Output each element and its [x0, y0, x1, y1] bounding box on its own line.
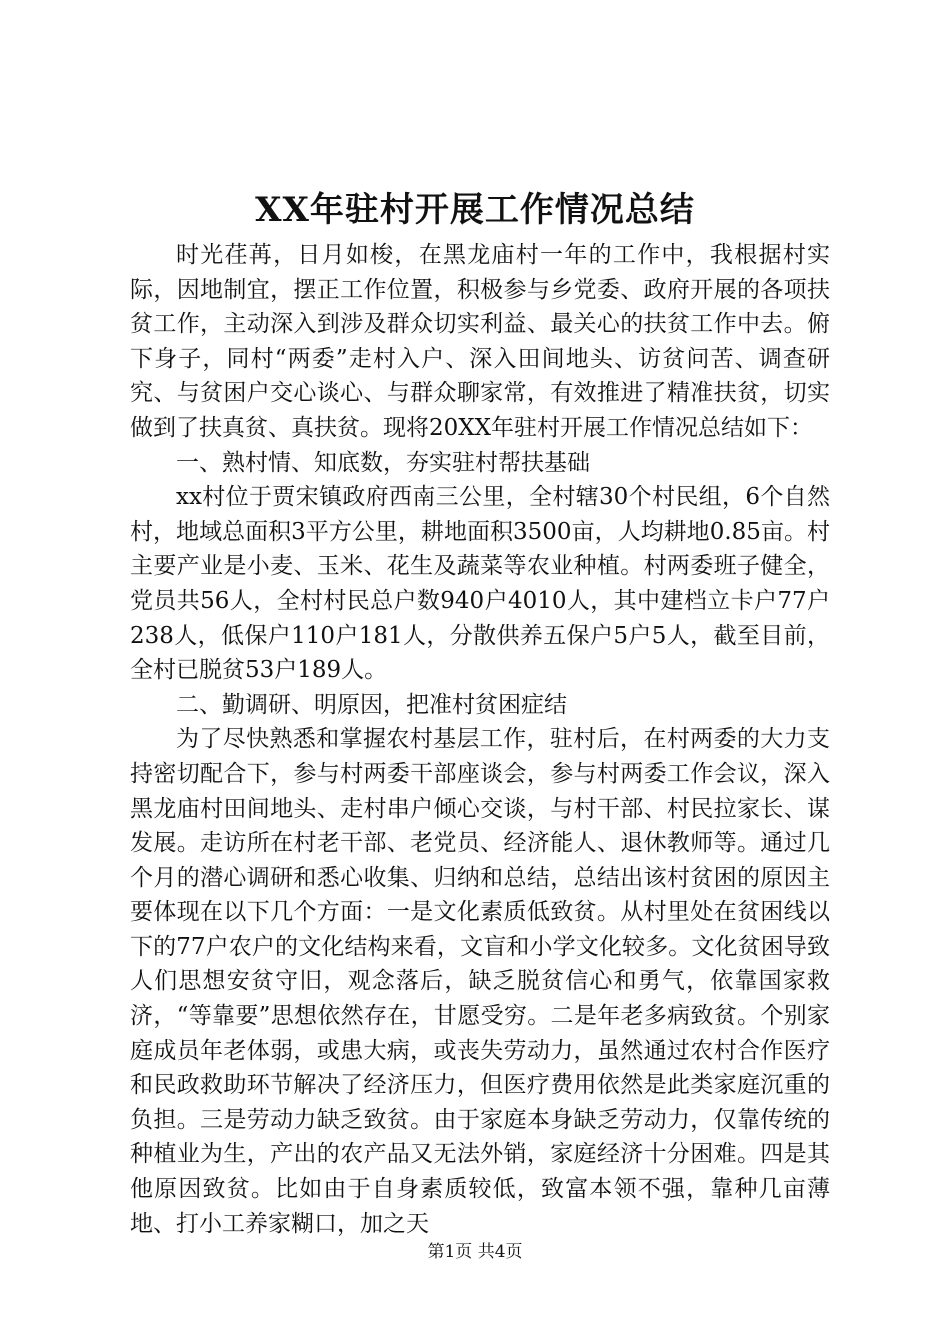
- document-title: XX年驻村开展工作情况总结: [255, 190, 695, 230]
- intro-paragraph: 时光荏苒，日月如梭，在黑龙庙村一年的工作中，我根据村实际，因地制宜，摆正工作位置，积极参与乡党委、政府开展的各项扶贫工作，主动深入到涉及群众切实利益、最关心的扶贫工作中去。俯下身子，同村“两委”走村入户、深入田间地头、访贫问苦、调查研究、与贫困户交心谈心、与群众聊家常，有效推进了精准扶贫，切实做到了扶真贫、真扶贫。现将20XX年驻村开展工作情况总结如下：: [130, 242, 830, 441]
- page-number-footer: 第1页 共4页: [427, 1242, 523, 1262]
- section-heading-1: 一、熟村情、知底数，夯实驻村帮扶基础: [176, 449, 590, 476]
- document-body: [130, 238, 830, 1241]
- village-profile-paragraph: xx村位于贾宋镇政府西南三公里，全村辖30个村民组，6个自然村，地域总面积3平方公里，耕地面积3500亩，人均耕地0.85亩。村主要产业是小麦、玉米、花生及蔬菜等农业种植。村两委班子健全，党员共56人，全村村民总户数940户4010人，其中建档立卡户77户238人，低保户110户181人，分散供养五保户5户5人，截至目前，全村已脱贫53户189人。: [130, 484, 830, 684]
- section-heading-2: 二、勤调研、明原因，把准村贫困症结: [176, 691, 567, 718]
- poverty-causes-paragraph: 为了尽快熟悉和掌握农村基层工作，驻村后，在村两委的大力支持密切配合下，参与村两委干部座谈会，参与村两委工作会议，深入黑龙庙村田间地头、走村串户倾心交谈，与村干部、村民拉家长、谋发展。走访所在村老干部、老党员、经济能人、退休教师等。通过几个月的潜心调研和悉心收集、归纳和总结，总结出该村贫困的原因主要体现在以下几个方面：一是文化素质低致贫。从村里处在贫困线以下的77户农户的文化结构来看，文盲和小学文化较多。文化贫困导致人们思想安贫守旧，观念落后，缺乏脱贫信心和勇气，依靠国家救济，“等靠要”思想依然存在，甘愿受穷。二是年老多病致贫。个别家庭成员年老体弱，或患大病，或丧失劳动力，虽然通过农村合作医疗和民政救助环节解决了经济压力，但医疗费用依然是此类家庭沉重的负担。三是劳动力缺乏致贫。由于家庭本身缺乏劳动力，仅靠传统的种植业为生，产出的农产品又无法外销，家庭经济十分困难。四是其他原因致贫。比如由于自身素质较低，致富本领不强，靠种几亩薄地、打小工养家糊口，加之天: [130, 726, 830, 1237]
